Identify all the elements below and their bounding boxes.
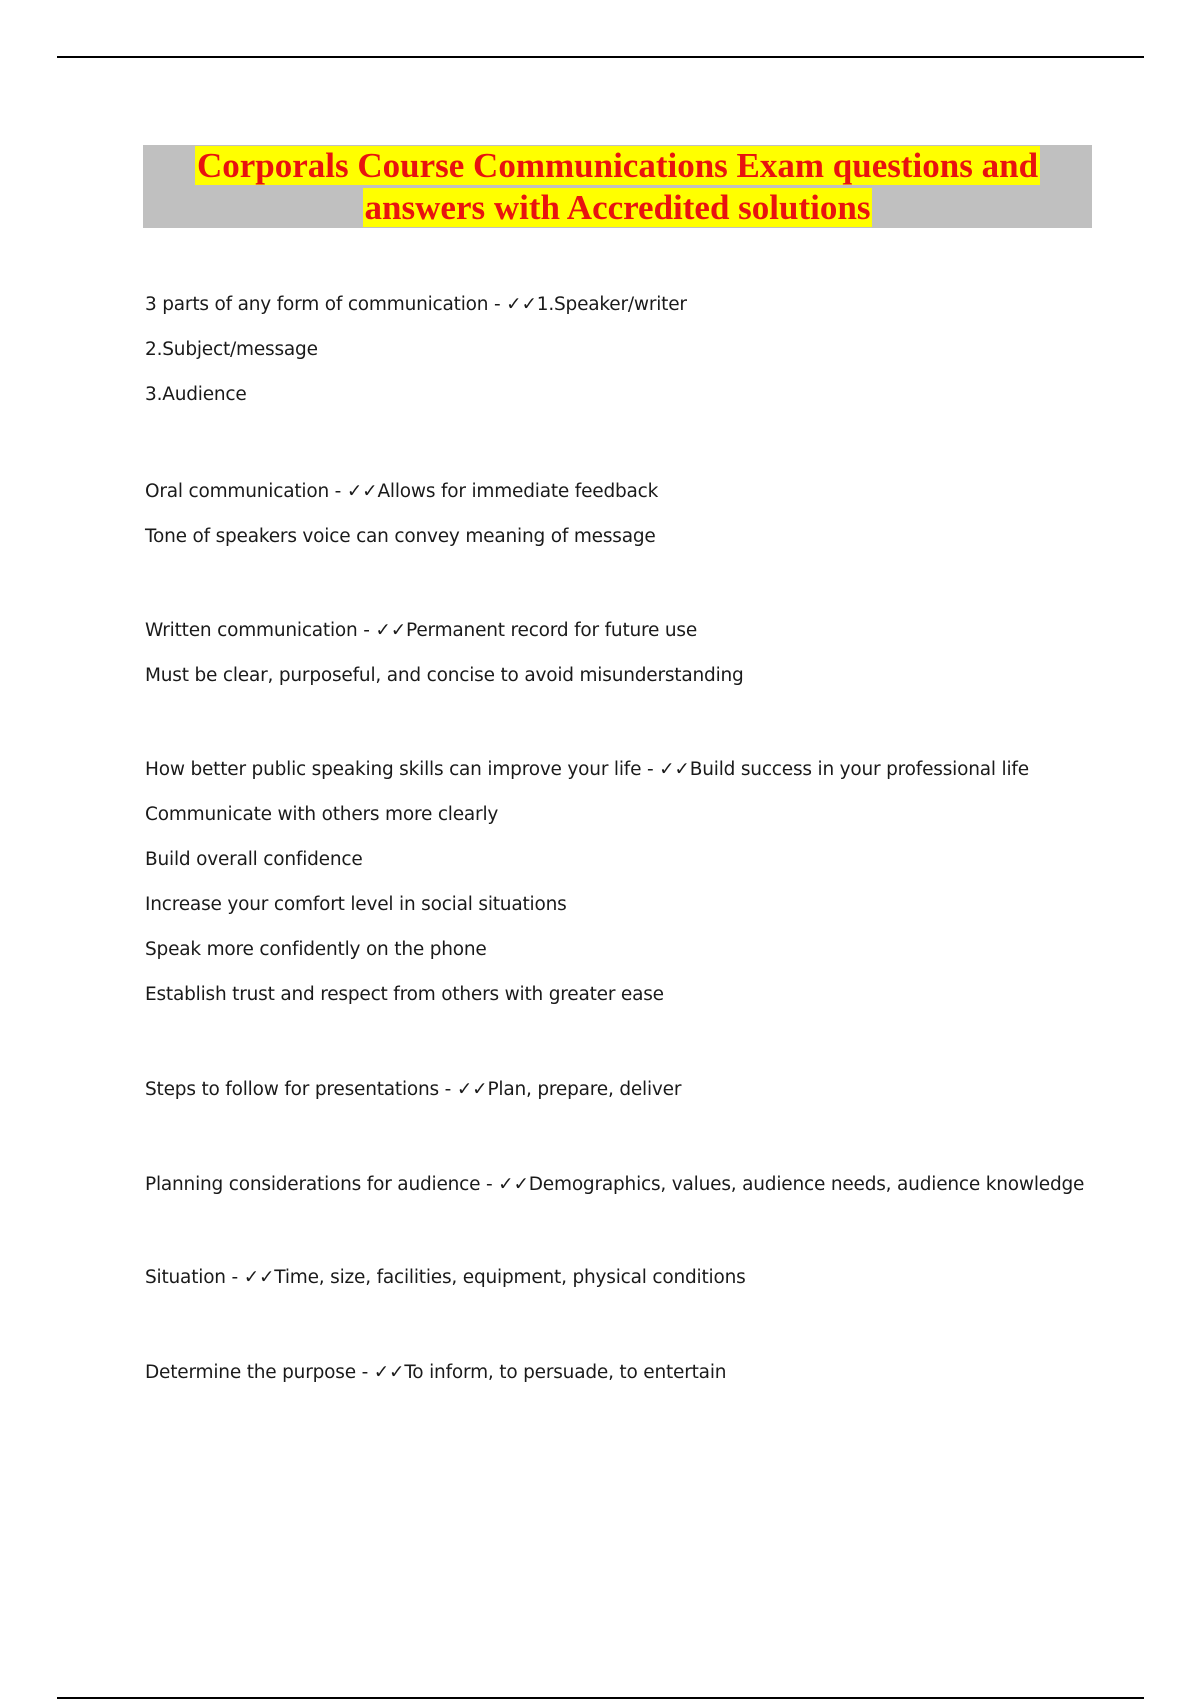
qa-question-line (145, 608, 744, 653)
title-line-2: answers with Accredited solutions (364, 188, 871, 227)
qa-question-line (145, 1255, 746, 1300)
question-text: Steps to follow for presentations (145, 1079, 439, 1100)
answer-text: Demographics, values, audience needs, audience knowledge (528, 1174, 1085, 1195)
qa-question-line (145, 469, 658, 514)
page-title (143, 145, 1092, 229)
checkmark-icon: ✓✓ (373, 1362, 405, 1383)
qa-item (145, 1067, 681, 1112)
qa-item (145, 469, 658, 559)
answer-line: 3.Audience (145, 384, 247, 405)
separator: - (439, 1079, 457, 1100)
answer-line: Speak more confidently on the phone (145, 939, 487, 960)
separator: - (480, 1174, 499, 1195)
answer-text: Plan, prepare, deliver (487, 1079, 682, 1100)
qa-question-line (145, 747, 1029, 792)
answer-line: Communicate with others more clearly (145, 804, 499, 825)
question-text: 3 parts of any form of communication (145, 294, 489, 315)
separator: - (357, 620, 376, 641)
answer-text: Permanent record for future use (406, 620, 698, 641)
qa-question-line (145, 282, 687, 327)
title-line-1: Corporals Course Communications Exam questions and (196, 146, 1039, 185)
question-text: Determine the purpose (145, 1362, 356, 1383)
checkmark-icon: ✓✓ (346, 481, 378, 502)
answer-text: Time, size, facilities, equipment, physical conditions (274, 1267, 746, 1288)
checkmark-icon: ✓✓ (375, 620, 407, 641)
answer-line: Must be clear, purposeful, and concise to avoid misunderstanding (145, 665, 744, 686)
answer-text: 1.Speaker/writer (536, 294, 687, 315)
answer-line: Tone of speakers voice can convey meaning of message (145, 526, 656, 547)
bottom-rule (57, 1697, 1144, 1699)
separator: - (641, 759, 660, 780)
checkmark-icon: ✓✓ (498, 1174, 529, 1195)
qa-item (145, 1162, 1084, 1207)
qa-item (145, 1350, 726, 1395)
separator: - (329, 481, 347, 502)
answer-text: Build success in your professional life (689, 759, 1029, 780)
qa-item (145, 608, 744, 698)
answer-line: Increase your comfort level in social situations (145, 894, 567, 915)
answer-line: Build overall confidence (145, 849, 363, 870)
qa-question-line (145, 1162, 1084, 1207)
checkmark-icon: ✓✓ (243, 1267, 275, 1288)
question-text: Planning considerations for audience (145, 1174, 481, 1195)
question-text: Situation (145, 1267, 226, 1288)
top-rule (57, 56, 1144, 58)
checkmark-icon: ✓✓ (659, 759, 690, 780)
answer-line: 2.Subject/message (145, 339, 318, 360)
qa-item (145, 1255, 746, 1300)
checkmark-icon: ✓✓ (456, 1079, 488, 1100)
answer-text: Allows for immediate feedback (377, 481, 659, 502)
separator: - (355, 1362, 374, 1383)
qa-question-line (145, 1350, 726, 1395)
qa-item (145, 747, 1029, 1017)
answer-text: To inform, to persuade, to entertain (404, 1362, 727, 1383)
answer-line: Establish trust and respect from others with greater ease (145, 984, 664, 1005)
qa-item (145, 282, 687, 417)
question-text: How better public speaking skills can improve your life (145, 759, 642, 780)
separator: - (225, 1267, 244, 1288)
checkmark-icon: ✓✓ (506, 294, 537, 315)
title-banner (143, 145, 1092, 228)
separator: - (488, 294, 507, 315)
question-text: Oral communication (145, 481, 329, 502)
question-text: Written communication (145, 620, 358, 641)
qa-question-line (145, 1067, 681, 1112)
